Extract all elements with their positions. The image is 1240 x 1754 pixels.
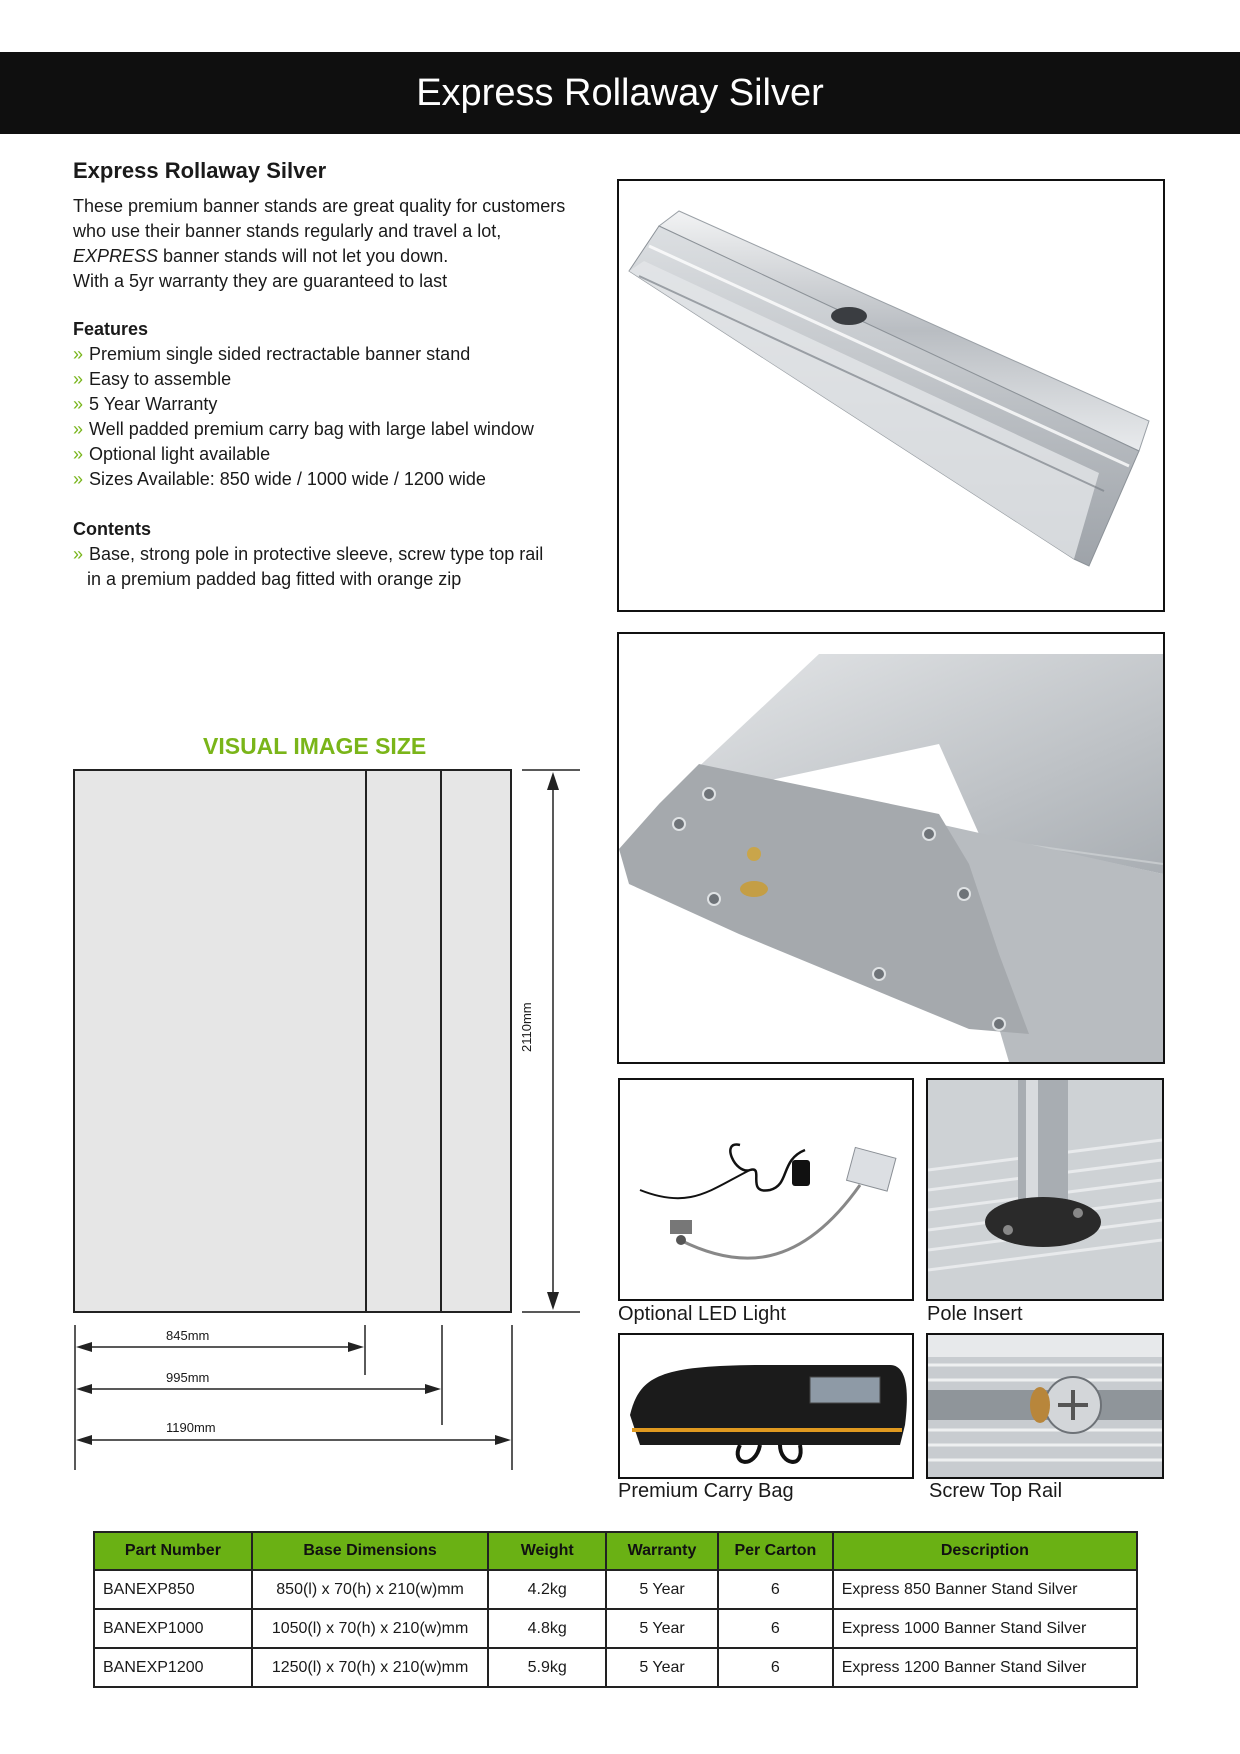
col-header-description: Description (833, 1532, 1137, 1570)
brand-emphasis: EXPRESS (73, 246, 159, 266)
feature-text: Sizes Available: 850 wide / 1000 wide / 1200 wide (89, 469, 486, 489)
pole-insert-photo (926, 1078, 1164, 1301)
features-list (73, 342, 534, 492)
product-heading: Express Rollaway Silver (73, 158, 327, 183)
cell-per-carton: 6 (718, 1570, 833, 1609)
carry-bag-image (620, 1335, 912, 1477)
intro-line: who use their banner stands regularly and travel a lot, (73, 221, 502, 241)
col-header-per-carton: Per Carton (718, 1532, 833, 1570)
cell-weight: 4.8kg (488, 1609, 606, 1648)
feature-item (73, 417, 534, 442)
width-label-845: 845mm (166, 1328, 210, 1343)
width-label-995: 995mm (166, 1370, 210, 1385)
intro-line-rest: banner stands will not let you down. (158, 246, 449, 266)
contents-text: Base, strong pole in protective sleeve, screw type top rail (89, 544, 544, 564)
cell-base-dimensions: 1250(l) x 70(h) x 210(w)mm (252, 1648, 488, 1687)
intro-line: These premium banner stands are great quality for customers (73, 196, 566, 216)
visual-size-title: VISUAL IMAGE SIZE (203, 733, 427, 759)
intro-line (73, 244, 573, 269)
cell-per-carton: 6 (718, 1648, 833, 1687)
arrow-down-icon (547, 1292, 559, 1310)
led-light-caption: Optional LED Light (618, 1303, 786, 1325)
contents-item-continued: in a premium padded bag fitted with orange zip (87, 569, 462, 589)
contents-heading: Contents (73, 519, 151, 539)
feature-text: 5 Year Warranty (89, 394, 218, 414)
feature-text: Optional light available (89, 444, 271, 464)
features-heading: Features (73, 319, 149, 339)
col-header-weight: Weight (488, 1532, 606, 1570)
product-photo-base (617, 179, 1165, 612)
width-label-1190: 1190mm (166, 1420, 216, 1435)
contents-list (73, 542, 543, 592)
cell-per-carton: 6 (718, 1609, 833, 1648)
cell-weight: 5.9kg (488, 1648, 606, 1687)
col-header-part-number: Part Number (94, 1532, 252, 1570)
arrow-right-icon (425, 1384, 441, 1394)
contents-item (73, 542, 543, 567)
feature-item (73, 392, 534, 417)
bullet-icon: » (73, 444, 84, 464)
table-header-row (94, 1532, 1137, 1570)
table-row (94, 1609, 1137, 1648)
endcap-closeup-image (619, 634, 1163, 1062)
screw-top-rail-caption: Screw Top Rail (929, 1480, 1063, 1502)
banner-base-image (619, 181, 1163, 610)
cell-base-dimensions: 1050(l) x 70(h) x 210(w)mm (252, 1609, 488, 1648)
feature-text: Easy to assemble (89, 369, 232, 389)
feature-text: Premium single sided rectractable banner stand (89, 344, 471, 364)
cell-warranty: 5 Year (606, 1570, 718, 1609)
intro-paragraph (73, 194, 573, 294)
banner-area-rect (74, 770, 511, 1312)
cell-part-number: BANEXP1000 (94, 1609, 252, 1648)
table-row (94, 1648, 1137, 1687)
intro-line: With a 5yr warranty they are guaranteed to last (73, 271, 448, 291)
arrow-left-icon (76, 1435, 92, 1445)
cell-description: Express 1000 Banner Stand Silver (833, 1609, 1137, 1648)
feature-text: Well padded premium carry bag with large label window (89, 419, 534, 439)
cell-weight: 4.2kg (488, 1570, 606, 1609)
carry-bag-photo (618, 1333, 914, 1479)
led-light-photo (618, 1078, 914, 1301)
arrow-right-icon (348, 1342, 364, 1352)
cell-part-number: BANEXP850 (94, 1570, 252, 1609)
product-photo-endcap (617, 632, 1165, 1064)
bullet-icon: » (73, 344, 84, 364)
carry-bag-caption: Premium Carry Bag (618, 1480, 794, 1502)
pole-insert-caption: Pole Insert (927, 1303, 1023, 1325)
bullet-icon: » (73, 469, 84, 489)
pole-insert-image (928, 1080, 1162, 1299)
col-header-base-dimensions: Base Dimensions (252, 1532, 488, 1570)
led-light-image (620, 1080, 912, 1299)
cell-description: Express 1200 Banner Stand Silver (833, 1648, 1137, 1687)
bullet-icon: » (73, 544, 84, 564)
arrow-up-icon (547, 772, 559, 790)
feature-item (73, 367, 534, 392)
feature-item (73, 342, 534, 367)
specification-table (93, 1531, 1138, 1688)
page-header-banner (0, 52, 1240, 134)
bullet-icon: » (73, 394, 84, 414)
screw-top-rail-photo (926, 1333, 1164, 1479)
bullet-icon: » (73, 369, 84, 389)
cell-base-dimensions: 850(l) x 70(h) x 210(w)mm (252, 1570, 488, 1609)
arrow-left-icon (76, 1384, 92, 1394)
arrow-left-icon (76, 1342, 92, 1352)
cell-warranty: 5 Year (606, 1609, 718, 1648)
col-header-warranty: Warranty (606, 1532, 718, 1570)
screw-top-rail-image (928, 1335, 1162, 1477)
cell-description: Express 850 Banner Stand Silver (833, 1570, 1137, 1609)
bullet-icon: » (73, 419, 84, 439)
arrow-right-icon (495, 1435, 511, 1445)
feature-item (73, 467, 534, 492)
height-dimension-label: 2110mm (519, 1002, 534, 1052)
cell-warranty: 5 Year (606, 1648, 718, 1687)
feature-item (73, 442, 534, 467)
visual-size-diagram (60, 760, 590, 1480)
table-row (94, 1570, 1137, 1609)
cell-part-number: BANEXP1200 (94, 1648, 252, 1687)
page-title: Express Rollaway Silver (416, 71, 824, 114)
